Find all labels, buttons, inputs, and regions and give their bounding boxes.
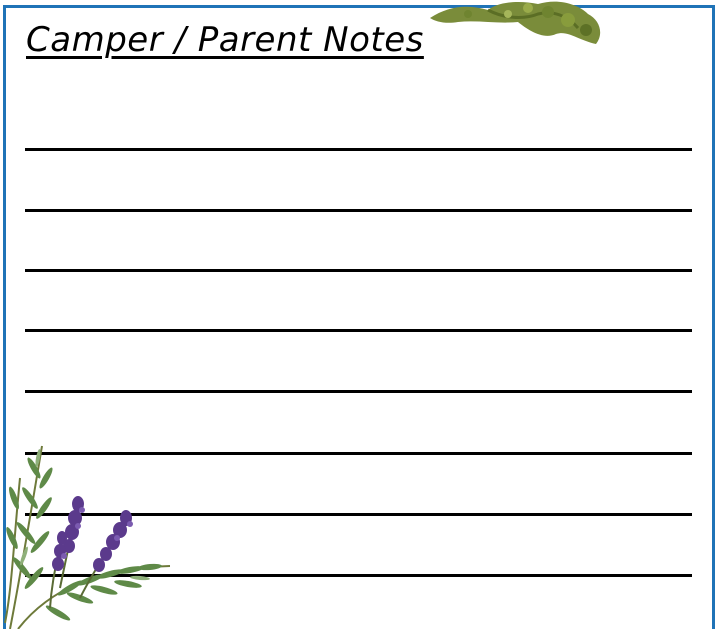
page-title: Camper / Parent Notes: [26, 20, 424, 60]
writing-line[interactable]: [25, 148, 692, 151]
writing-line[interactable]: [25, 269, 692, 272]
rosemary-lavender-image: [0, 438, 180, 629]
writing-line[interactable]: [25, 390, 692, 393]
writing-line[interactable]: [25, 329, 692, 332]
writing-line[interactable]: [25, 209, 692, 212]
moss-sprig-image: [428, 0, 608, 48]
